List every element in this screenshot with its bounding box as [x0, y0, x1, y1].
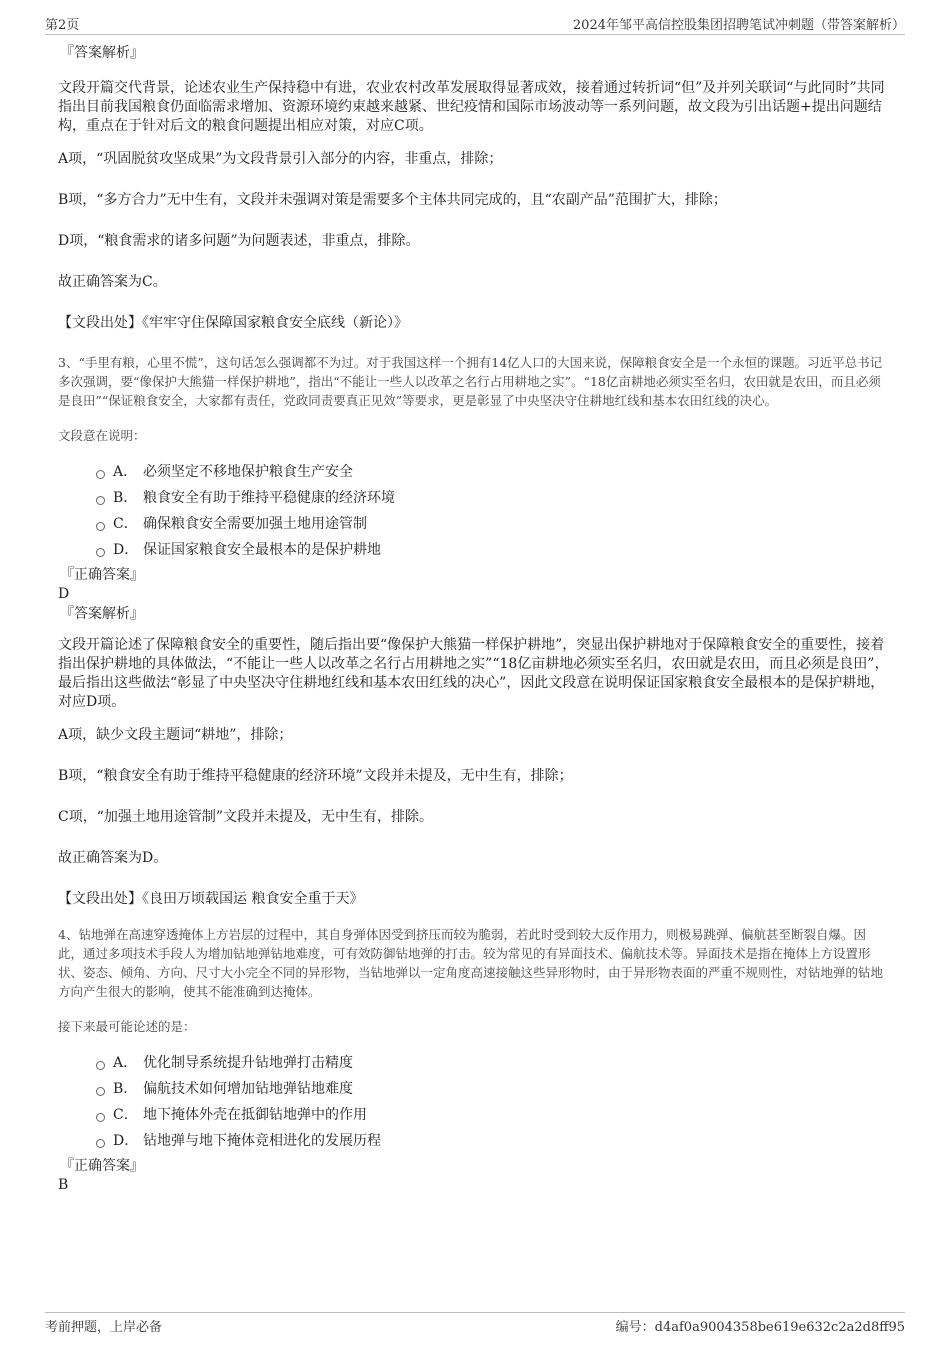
q3-option-c[interactable] — [96, 510, 890, 536]
q3-option-a-text: 必须坚定不移地保护粮食生产安全 — [143, 464, 353, 480]
radio-icon[interactable] — [96, 522, 105, 531]
q3-prompt: 文段意在说明： — [58, 428, 146, 443]
q4-option-a-text: 优化制导系统提升钻地弹打击精度 — [143, 1055, 353, 1071]
q3-option-b-note: B项，“粮食安全有助于维持平稳健康的经济环境”文段并未提及，无中生有，排除； — [58, 768, 573, 784]
q3-option-b-text: 粮食安全有助于维持平稳健康的经济环境 — [143, 490, 395, 506]
page-footer — [45, 1312, 905, 1335]
q3-option-d-text: 保证国家粮食安全最根本的是保护耕地 — [143, 542, 381, 558]
q3-option-a-letter: A． — [113, 464, 138, 480]
q2-option-a-note: A项，“巩固脱贫攻坚成果”为文段背景引入部分的内容，非重点，排除； — [58, 151, 503, 167]
radio-icon[interactable] — [96, 470, 105, 479]
radio-icon[interactable] — [96, 548, 105, 557]
q3-answer-label: 『正确答案』 — [60, 567, 144, 583]
q4-stem: 4、钻地弹在高速穿透掩体上方岩层的过程中，其自身弹体因受到挤压而较为脆弱，若此时受到较大反作用力，则极易跳弹、偏航甚至断裂自爆。因此，通过多项技术手段人为增加钻地弹钻地难度，可有效防御钻地弹的打击。较为常见的有异面技术、偏航技术等。异面技术是指在掩体上方设置形状、姿态、倾角、方向、尺寸大小完全不同的异形物，当钻地弹以一定角度高速接触这些异形物时，由于异形物表面的严重不规则性，对钻地弹的钻地方向产生很大的影响，使其不能准确到达掩体。 — [58, 927, 884, 999]
q2-source: 【文段出处】《牢牢守住保障国家粮食安全底线（新论）》 — [58, 315, 408, 331]
q3-option-a-note: A项，缺少文段主题词“耕地”，排除； — [58, 727, 293, 743]
document-id: 编号：d4af0a9004358be619e632c2a2d8ff95 — [615, 1320, 905, 1335]
q3-option-c-note: C项，“加强土地用途管制”文段并未提及，无中生有，排除。 — [58, 809, 434, 825]
q4-answer: B — [58, 1177, 69, 1193]
q4-option-d[interactable] — [96, 1127, 890, 1153]
q3-analysis-label: 『答案解析』 — [60, 606, 144, 622]
q4-answer-label: 『正确答案』 — [60, 1158, 144, 1174]
q4-option-c-letter: C． — [113, 1107, 138, 1123]
q2-analysis-paragraph: 文段开篇交代背景，论述农业生产保持稳中有进，农业农村改革发展取得显著成效，接着通过转折词“但”及并列关联词“与此同时”共同指出目前我国粮食仍面临需求增加、资源环境约束越来越紧、世纪疫情和国际市场波动等一系列问题，故文段为引出话题+提出问题结构，重点在于针对后文的粮食问题提出相应对策，对应C项。 — [58, 80, 885, 134]
q3-answer: D — [58, 586, 70, 602]
radio-icon[interactable] — [96, 1139, 105, 1148]
q4-option-c-text: 地下掩体外壳在抵御钻地弹中的作用 — [143, 1107, 367, 1123]
q3-option-b-letter: B． — [113, 490, 138, 506]
q2-conclusion: 故正确答案为C。 — [58, 274, 167, 290]
footer-slogan: 考前押题，上岸必备 — [45, 1320, 163, 1335]
document-body — [58, 44, 890, 1194]
radio-icon[interactable] — [96, 1061, 105, 1070]
document-title: 2024年邹平高信控股集团招聘笔试冲刺题（带答案解析） — [572, 18, 905, 33]
q4-option-b[interactable] — [96, 1075, 890, 1101]
page-number: 第2页 — [45, 18, 80, 33]
q2-option-b-note: B项，“多方合力”无中生有，文段并未强调对策是需要多个主体共同完成的，且“农副产品”范围扩大，排除； — [58, 192, 727, 208]
q4-prompt: 接下来最可能论述的是： — [58, 1019, 196, 1034]
q3-option-c-text: 确保粮食安全需要加强土地用途管制 — [143, 516, 367, 532]
q4-option-b-text: 偏航技术如何增加钻地弹钻地难度 — [143, 1081, 353, 1097]
q3-option-d[interactable] — [96, 536, 890, 562]
q2-option-d-note: D项，“粮食需求的诸多问题”为问题表述，非重点，排除。 — [58, 233, 420, 249]
q3-option-c-letter: C． — [113, 516, 138, 532]
q4-option-d-letter: D． — [113, 1133, 139, 1149]
radio-icon[interactable] — [96, 496, 105, 505]
radio-icon[interactable] — [96, 1087, 105, 1096]
q3-analysis-paragraph: 文段开篇论述了保障粮食安全的重要性，随后指出要“像保护大熊猫一样保护耕地”，突显出保护耕地对于保障粮食安全的重要性，接着指出保护耕地的具体做法，“不能让一些人以改革之名行占用耕地之实”“18亿亩耕地必须实至名归，农田就是农田，而且必须是良田”，最后指出这些做法“彰显了中央坚决守住耕地红线和基本农田红线的决心”，因此文段意在说明保证国家粮食安全最根本的是保护耕地，对应D项。 — [58, 637, 889, 710]
q3-option-d-letter: D． — [113, 542, 139, 558]
q3-source: 【文段出处】《良田万顷载国运 粮食安全重于天》 — [58, 891, 364, 907]
q4-option-a[interactable] — [96, 1049, 890, 1075]
q4-option-c[interactable] — [96, 1101, 890, 1127]
q4-option-a-letter: A． — [113, 1055, 138, 1071]
q4-options — [58, 1049, 890, 1153]
q4-option-b-letter: B． — [113, 1081, 138, 1097]
q3-option-b[interactable] — [96, 484, 890, 510]
q3-option-a[interactable] — [96, 458, 890, 484]
radio-icon[interactable] — [96, 1113, 105, 1122]
q2-analysis-label: 『答案解析』 — [60, 45, 144, 61]
q3-conclusion: 故正确答案为D。 — [58, 850, 168, 866]
q3-options — [58, 458, 890, 562]
q4-option-d-text: 钻地弹与地下掩体竞相进化的发展历程 — [143, 1133, 381, 1149]
page-header — [45, 14, 905, 35]
q3-stem: 3、“手里有粮，心里不慌”，这句话怎么强调都不为过。对于我国这样一个拥有14亿人口的大国来说，保障粮食安全是一个永恒的课题。习近平总书记多次强调，要“像保护大熊猫一样保护耕地”，指出“不能让一些人以改革之名行占用耕地之实”。“18亿亩耕地必须实至名归，农田就是农田，而且必须是良田”“保证粮食安全，大家都有责任，党政同责要真正见效”等要求，更是彰显了中央坚决守住耕地红线和基本农田红线的决心。 — [58, 355, 883, 408]
